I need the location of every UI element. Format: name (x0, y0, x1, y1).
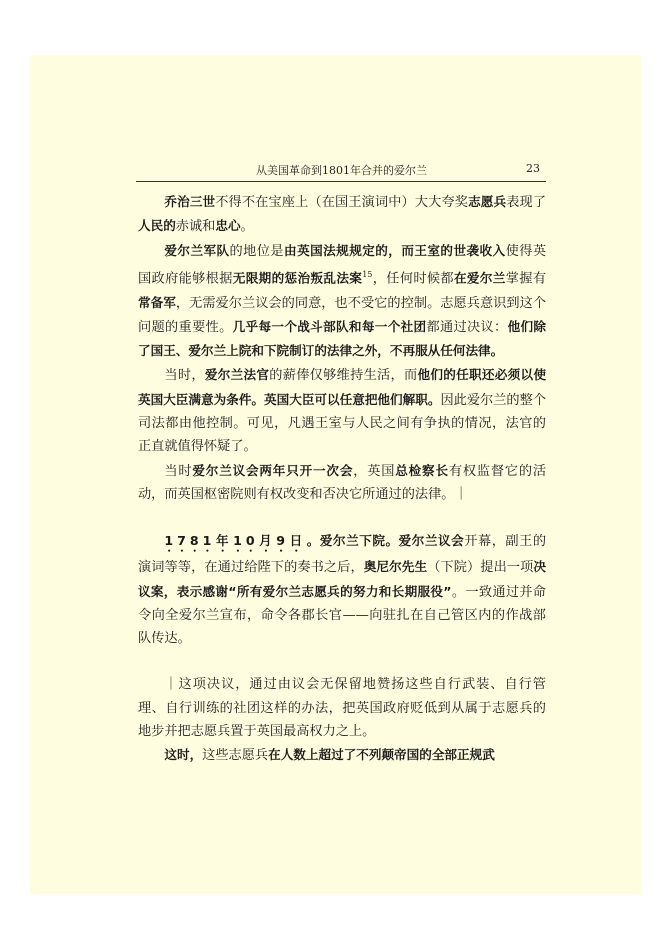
text-run: （下院）提出一项 (427, 560, 534, 576)
text-run: 当时， (164, 368, 205, 384)
paragraph-6 (138, 673, 546, 743)
bold-text: 忠心 (215, 218, 241, 234)
bold-text: 无限期的惩治叛乱法案 (232, 270, 363, 286)
bold-text: 人民的 (138, 218, 176, 234)
bold-text: 乔治三世 (164, 194, 216, 209)
paragraph-gap (138, 506, 546, 529)
bold-text: 爱尔兰议会两年只开一次会 (192, 462, 354, 478)
text-run: 开幕，副王的演词等等，在通过给陛下的奏书之后， (138, 534, 547, 576)
paragraph-gap (138, 650, 546, 673)
paragraph-7 (138, 743, 546, 767)
bold-text: 常备军 (138, 294, 176, 310)
text-run: 的薪俸仅够维持生活，而 (269, 368, 418, 384)
bold-text: 由英国法规规定的，而王室的世袭收入 (284, 242, 506, 258)
page-number: 23 (526, 162, 540, 175)
bold-text: 总检察长 (395, 462, 449, 478)
bold-text: 几乎每一个战斗部队和每一个社团 (232, 318, 427, 334)
text-run: ｜这项决议，通过由议会无保留地赞扬这些自行武装、自行管理、自行训练的社团这样的办法，把英国政府贬低到从属于志愿兵的地步并把志愿兵置于英国最高权力之上。 (138, 677, 546, 740)
dated-heading: 1781年10月9日 (164, 533, 307, 549)
text-run: 掌握有 (505, 271, 547, 287)
paragraph-2 (138, 239, 546, 364)
text-run: 使得英国政府能够根据 (138, 243, 547, 287)
bold-text: 这时， (164, 747, 203, 763)
bold-text: 。 (306, 533, 320, 549)
text-run: 当时 (164, 463, 193, 479)
bold-text: 他们除了国王、爱尔兰上院和下院制订的法律之外，不再服从任何法律。 (138, 318, 547, 359)
footnote-marker: 15 (362, 269, 373, 279)
text-run: 不得不在宝座上（在国王演词中）大大夸奖 (215, 195, 469, 210)
bold-text: 志愿兵 (468, 194, 507, 209)
text-run: 表现了 (506, 195, 547, 210)
bold-text: 。 (385, 533, 399, 549)
paragraph-3 (138, 363, 546, 458)
bold-text: 爱尔兰下院 (319, 533, 386, 549)
text-run: 因此爱尔兰的整个司法都由他控制。可见，凡遇王室与人民之间有争执的情况，法官的正直就值得怀疑了。 (138, 392, 547, 455)
text-run: 有权监督它的活动，而英国枢密院则有权改变和否决它所通过的法律。｜ (138, 463, 547, 502)
paragraph-1 (138, 190, 546, 239)
text-run: 。 (240, 219, 254, 235)
text-run: ，任何时候都 (372, 271, 454, 287)
running-header (136, 158, 546, 178)
bold-text: 在人数上超过了不列颠帝国的全部正规武 (268, 747, 495, 763)
bold-text: 在爱尔兰 (453, 270, 506, 286)
text-run: 赤诚和 (175, 219, 216, 235)
bold-text: 爱尔兰议会 (398, 533, 465, 549)
bold-text: 爱尔兰军队 (164, 242, 230, 258)
paragraph-5 (138, 529, 546, 650)
text-run: 这些志愿兵 (202, 748, 269, 764)
text-run: ，无需爱尔兰议会的同意，也不受它的控制。志愿兵意识到这个问题的重要性。 (138, 295, 547, 335)
text-run: ，英国 (353, 463, 396, 479)
paragraph-4 (138, 459, 546, 507)
running-title: 从美国革命到1801年合并的爱尔兰 (256, 164, 427, 177)
bold-text: 爱尔兰法官 (204, 367, 270, 383)
bold-text: 他们的任职还必须以使英国大臣满意为条件。英国大臣可以任意把他们解职。 (138, 367, 547, 407)
text-run: 。一致通过并命令向全爱尔兰宣布，命令各郡长官——向驻扎在自己管区内的作战部队传达。 (138, 584, 546, 647)
header-rule (136, 181, 546, 182)
bold-text: 奥尼尔先生 (363, 559, 428, 575)
bold-text: 决议案，表示感谢“所有爱尔兰志愿兵的努力和长期服役” (138, 559, 547, 599)
body-text (138, 190, 546, 768)
text-run: 的地位是 (229, 243, 285, 259)
text-run: 都通过决议： (426, 319, 508, 335)
